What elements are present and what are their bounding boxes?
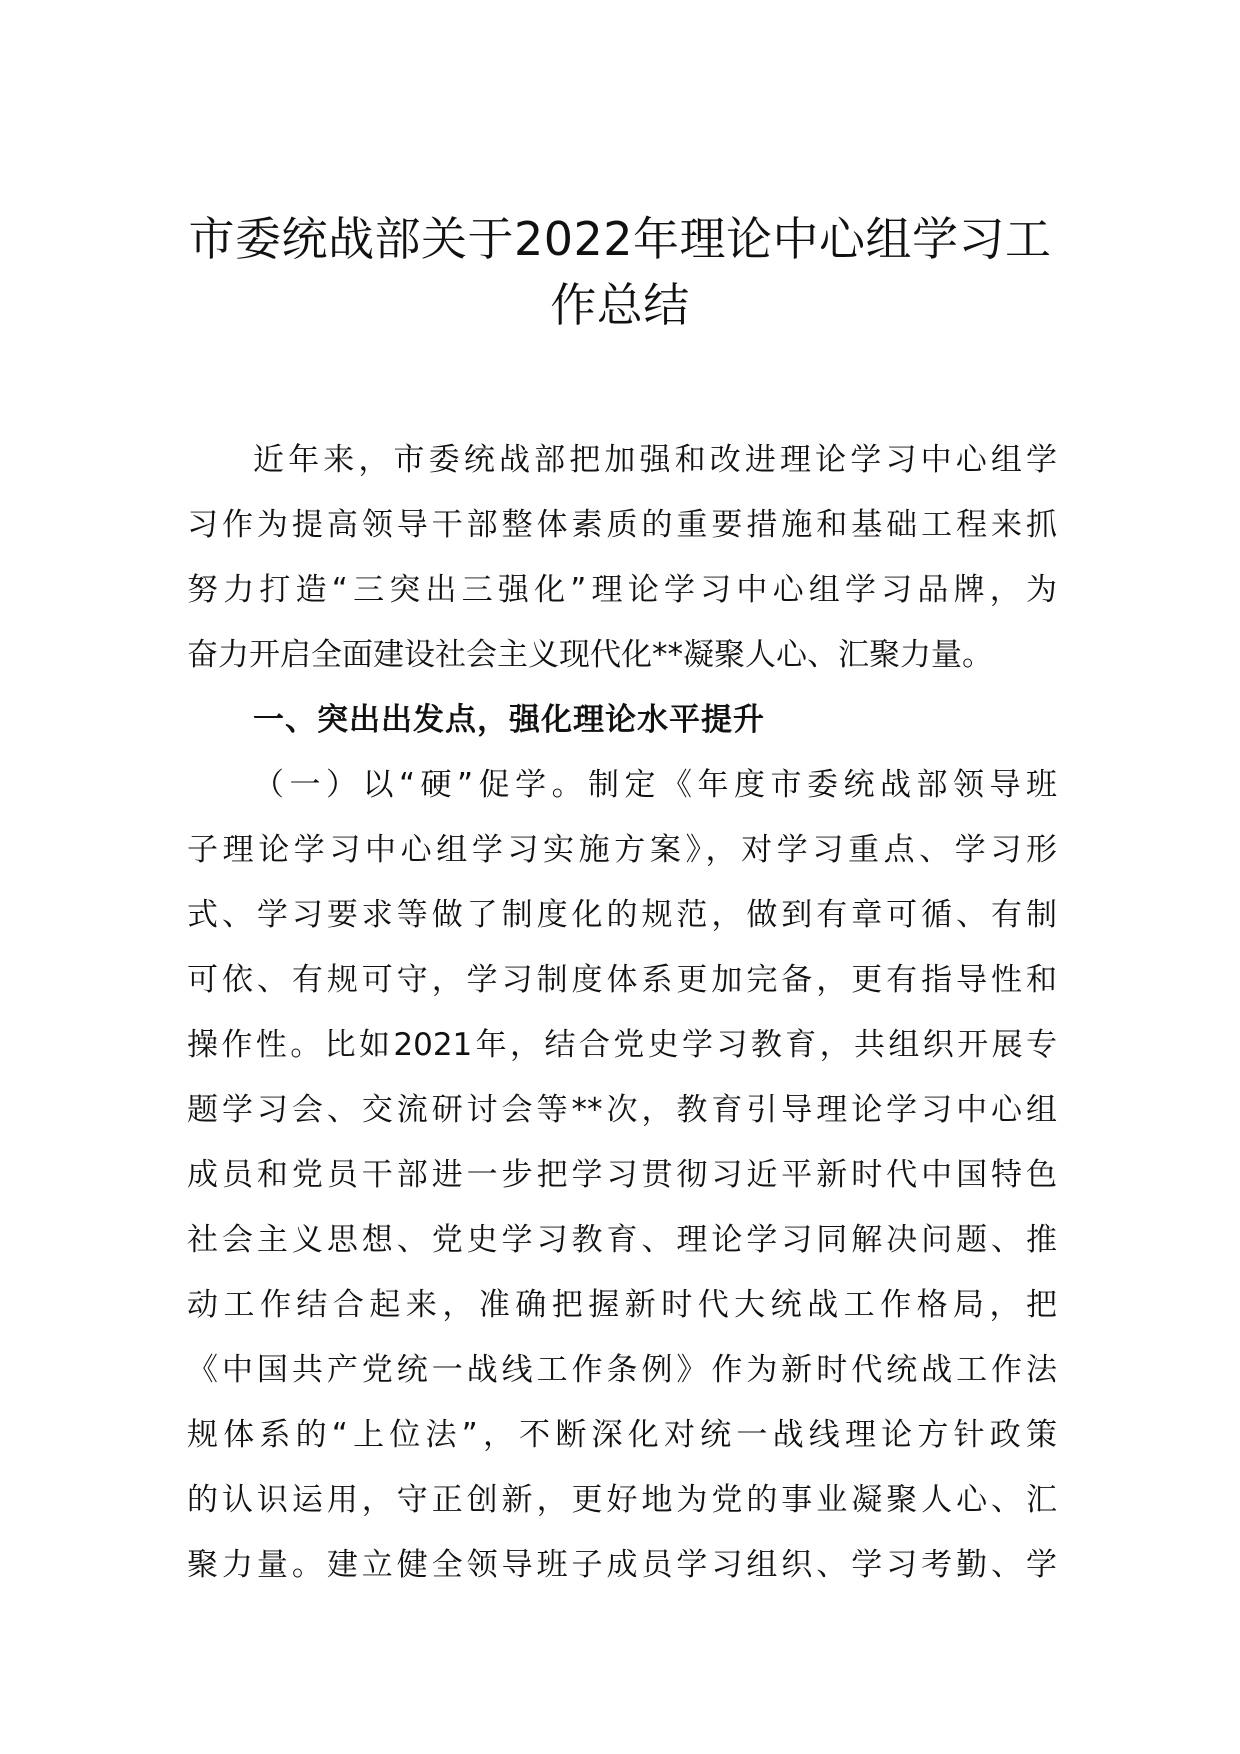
paragraph-line: 规体系的“上位法”，不断深化对统一战线理论方针政策 — [187, 1417, 1057, 1453]
document-title — [180, 206, 1060, 338]
paragraph-line: （一）以“硬”促学。制定《年度市委统战部领导班 — [253, 767, 1057, 803]
paragraph-line: 聚力量。建立健全领导班子成员学习组织、学习考勤、学 — [187, 1547, 1057, 1583]
paragraph-line: 习作为提高领导干部整体素质的重要措施和基础工程来抓 — [187, 507, 1057, 543]
paragraph-line: 式、学习要求等做了制度化的规范，做到有章可循、有制 — [187, 897, 1057, 933]
paragraph-line: 近年来，市委统战部把加强和改进理论学习中心组学 — [253, 442, 1057, 478]
paragraph-line: 努力打造“三突出三强化”理论学习中心组学习品牌，为 — [187, 572, 1057, 608]
paragraph-line: 的认识运用，守正创新，更好地为党的事业凝聚人心、汇 — [187, 1482, 1057, 1518]
paragraph-line: 子理论学习中心组学习实施方案》，对学习重点、学习形 — [187, 832, 1057, 868]
paragraph-line: 《中国共产党统一战线工作条例》作为新时代统战工作法 — [187, 1352, 1057, 1388]
document-body — [187, 428, 1057, 1598]
title-line: 作总结 — [550, 278, 690, 332]
paragraph-line: 题学习会、交流研讨会等**次，教育引导理论学习中心组 — [187, 1092, 1057, 1128]
title-line: 市委统战部关于2022年理论中心组学习工 — [188, 212, 1052, 266]
paragraph-line: 操作性。比如2021年，结合党史学习教育，共组织开展专 — [187, 1027, 1057, 1063]
paragraph-line: 可依、有规可守，学习制度体系更加完备，更有指导性和 — [187, 962, 1057, 998]
paragraph-line: 成员和党员干部进一步把学习贯彻习近平新时代中国特色 — [187, 1157, 1057, 1193]
paragraph-line: 社会主义思想、党史学习教育、理论学习同解决问题、推 — [187, 1222, 1057, 1258]
section-heading: 一、突出出发点，强化理论水平提升 — [253, 702, 765, 738]
paragraph-line: 奋力开启全面建设社会主义现代化**凝聚人心、汇聚力量。 — [187, 637, 993, 673]
paragraph-line: 动工作结合起来，准确把握新时代大统战工作格局，把 — [187, 1287, 1057, 1323]
